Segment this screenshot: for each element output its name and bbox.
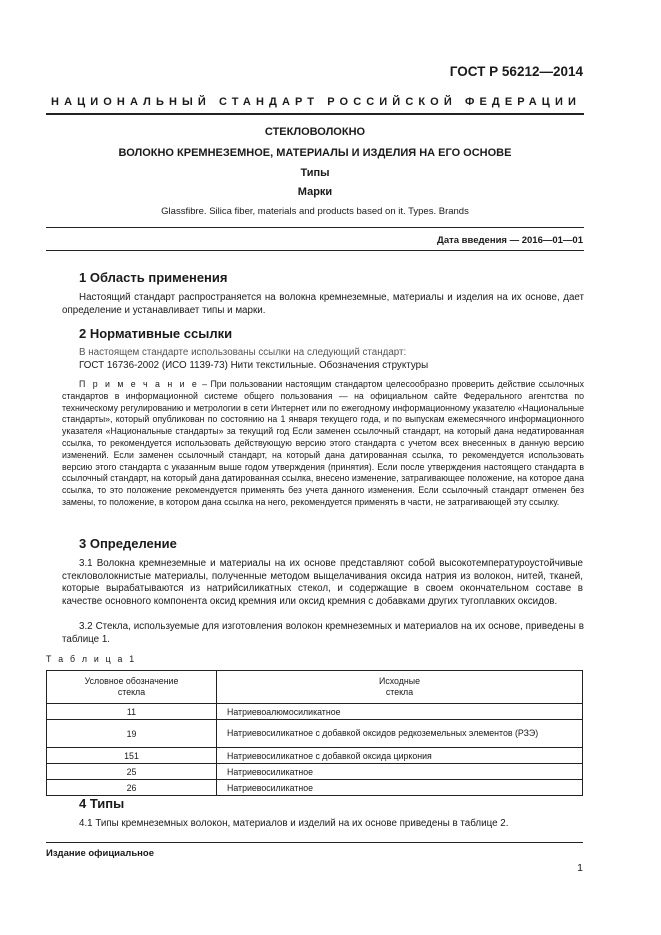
date-rule-bottom <box>46 250 584 251</box>
note-block <box>62 379 584 509</box>
table-cell-code: 11 <box>47 704 217 720</box>
section-2-heading: 2 Нормативные ссылки <box>79 326 233 341</box>
types-paragraph: 4.1 Типы кремнеземных волокон, материалов и изделий на их основе приведены в таблице 2. <box>79 818 509 829</box>
english-title: Glassfibre. Silica fiber, materials and products based on it. Types. Brands <box>161 206 469 217</box>
table-cell-code: 26 <box>47 780 217 796</box>
table-cell-glass: Натриевосиликатное <box>217 764 583 780</box>
table-header-code-text: Условное обозначение стекла <box>84 676 179 697</box>
subtitle-brands: Марки <box>297 186 333 198</box>
note-label: П р и м е ч а н и е <box>79 379 199 389</box>
title-rule <box>46 113 584 115</box>
table-header-glass-text: Исходные стекла <box>379 676 420 697</box>
table-row <box>47 704 583 720</box>
footer-rule <box>46 842 583 843</box>
table-header-row <box>47 671 583 704</box>
gost-number: ГОСТ Р 56212—2014 <box>449 64 583 79</box>
section-4-heading: 4 Типы <box>79 796 125 811</box>
section-3-heading: 3 Определение <box>79 536 177 551</box>
table-row <box>47 720 583 748</box>
document-subtitle: ВОЛОКНО КРЕМНЕЗЕМНОЕ, МАТЕРИАЛЫ И ИЗДЕЛИЯ НА ЕГО ОСНОВЕ <box>118 147 512 159</box>
glasses-paragraph: 3.2 Стекла, используемые для изготовления волокон кремнеземных и материалов на их основе, приведены в таблице 1. <box>62 621 584 645</box>
section-1-heading: 1 Область применения <box>79 270 228 285</box>
references-intro: В настоящем стандарте использованы ссылки на следующий стандарт: <box>79 347 407 358</box>
table-row <box>47 764 583 780</box>
table-cell-code: 25 <box>47 764 217 780</box>
table-1 <box>46 670 583 796</box>
table-cell-code: 151 <box>47 748 217 764</box>
table-row <box>47 748 583 764</box>
definition-paragraph: 3.1 Волокна кремнеземные и материалы на их основе представляют собой высокотемпературоустойчивые стекловолокнистые материалы, полученные методом выщелачивания оксида натрия из волокон, нитей, тканей, которые вырабатываются из натрийсиликатных стекол, и содержащие в своем окончательном составе в качестве основного компонента оксид кремния или оксид кремния с добавками других тугоплавких оксидов. <box>62 558 583 607</box>
official-edition-label: Издание официальное <box>46 848 154 859</box>
note-text: – При пользовании настоящим стандартом целесообразно проверить действие ссылочных стандартов в информационной системе общего пользования — на официальном сайте Федерального агентства по техническому регулированию и метрологии в сети Интернет или по ежегодному информационному указателю «Национальные стандарты», который опубликован по состоянию на 1 января текущего года, и по выпускам ежемесячного информационного указателя «Национальные стандарты» за текущий год Если заменен ссылочный стандарт, на который дана недатированная ссылка, то рекомендуется использовать действующую версию этого стандарта с учетом всех внесенных в данную версию изменений. Если заменен ссылочный стандарт, на который дана датированная ссылка, то рекомендуется использовать версию этого стандарта с указанным выше годом утверждения (принятия). Если после утверждения настоящего стандарта в ссылочный стандарт, на который дана датированная ссылка, внесено изменение, затрагивающее положение, на которое дана ссылка, то это положение рекомендуется применять без учета данного изменения. Если ссылочный стандарт отменен без замены, то положение, в котором дана ссылка на него, рекомендуется применять в части, не затрагивающей эту ссылку. <box>62 379 584 507</box>
national-standard-title: НАЦИОНАЛЬНЫЙ СТАНДАРТ РОССИЙСКОЙ ФЕДЕРАЦИИ <box>51 96 581 108</box>
table-header-glass <box>217 671 583 704</box>
table-cell-glass: Натриевоалюмосиликатное <box>217 704 583 720</box>
table-cell-glass: Натриевосиликатное с добавкой оксидов редкоземельных элементов (РЗЭ) <box>217 720 583 748</box>
table-row <box>47 780 583 796</box>
table-cell-code: 19 <box>47 720 217 748</box>
table-header-code <box>47 671 217 704</box>
page-number: 1 <box>577 862 583 874</box>
subtitle-types: Типы <box>300 167 330 179</box>
table-cell-glass: Натриевосиликатное <box>217 780 583 796</box>
document-title: СТЕКЛОВОЛОКНО <box>264 126 366 138</box>
reference-item: ГОСТ 16736-2002 (ИСО 1139-73) Нити текстильные. Обозначения структуры <box>79 360 429 371</box>
table-cell-glass: Натриевосиликатное с добавкой оксида циркония <box>217 748 583 764</box>
date-rule-top <box>46 227 584 228</box>
introduction-date: Дата введения — 2016—01—01 <box>437 235 583 246</box>
table-1-caption: Т а б л и ц а 1 <box>46 654 137 664</box>
section-1-text: Настоящий стандарт распространяется на волокна кремнеземные, материалы и изделия на их основе, дает определение и устанавливает типы и марки. <box>62 292 584 316</box>
